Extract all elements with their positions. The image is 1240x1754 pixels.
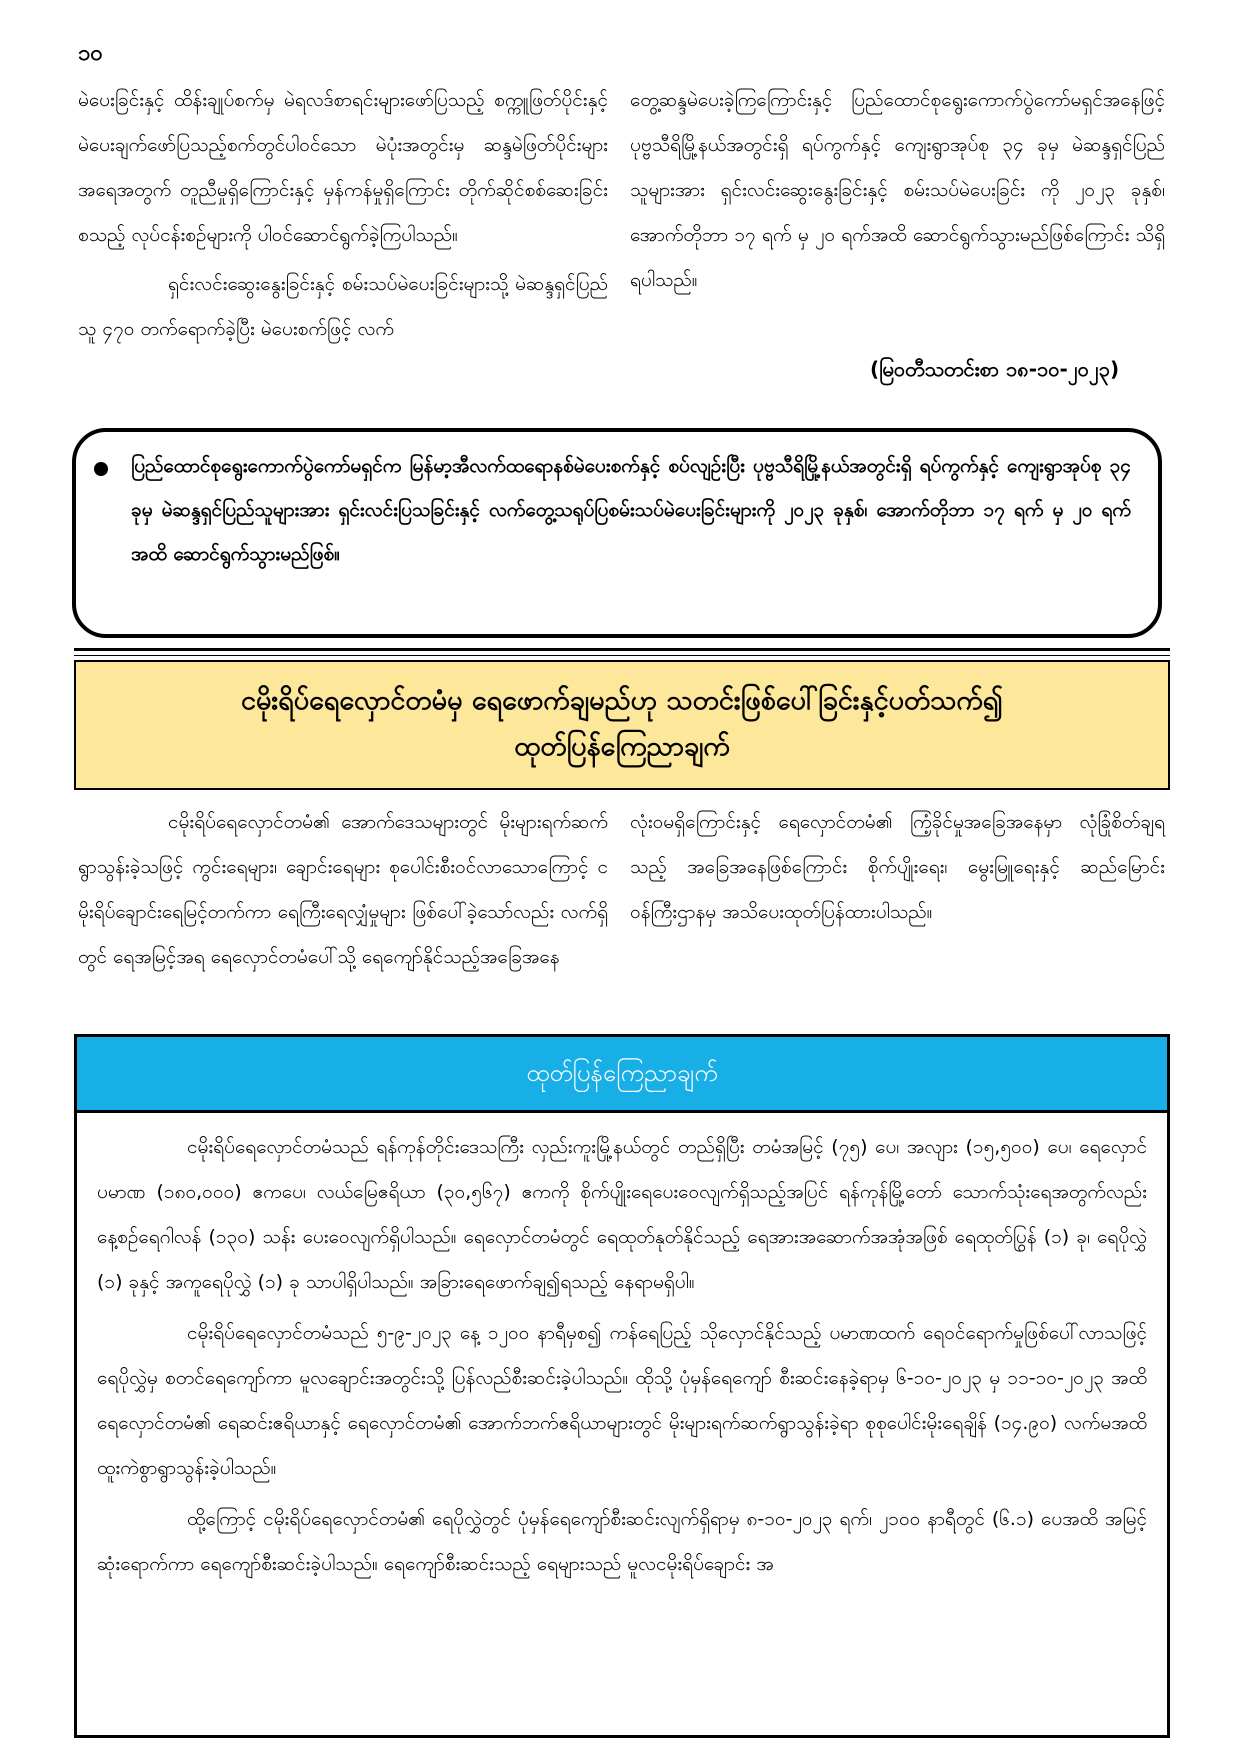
notice-box	[74, 1034, 1170, 1738]
page-number: ၁၀	[78, 41, 103, 66]
notice-header: ထုတ်ပြန်ကြေညာချက်	[77, 1037, 1167, 1113]
article2-title-box	[74, 660, 1170, 790]
bullet-icon	[94, 462, 108, 476]
article1-left-paragraph-1: မဲပေးခြင်းနှင့် ထိန်းချုပ်စက်မှ မဲရလဒ်စာရင်းများဖော်ပြသည့် စက္ကူဖြတ်ပိုင်းနှင့် မဲပေးချက်ဖော်ပြသည့်စက်တွင်ပါဝင်သော မဲပုံးအတွင်းမှ ဆန္ဒမဲဖြတ်ပိုင်းများအရေအတွက် တူညီမှုရှိကြောင်းနှင့် မှန်ကန်မှုရှိကြောင်း တိုက်ဆိုင်စစ်ဆေးခြင်း စသည့် လုပ်ငန်းစဉ်များကို ပါဝင်ဆောင်ရွက်ခဲ့ကြပါသည်။	[78, 89, 608, 246]
divider-thin	[74, 655, 1170, 656]
article1-source: (မြဝတီသတင်းစာ ၁၈-၁၀-၂၀၂၃)	[870, 357, 1120, 381]
article2-title-line-1: ငမိုးရိပ်ရေလှောင်တမံမှ ရေဖောက်ချမည်ဟု သတင်းဖြစ်ပေါ်ခြင်းနှင့်ပတ်သက်၍	[241, 685, 1003, 716]
notice-paragraph-1: ငမိုးရိပ်ရေလှောင်တမံသည် ရန်ကုန်တိုင်းဒေသကြီး လှည်းကူးမြို့နယ်တွင် တည်ရှိပြီး တမံအမြင့် (၇၅) ပေ၊ အလျား (၁၅,၅၀၀) ပေ၊ ရေလှောင်ပမာဏ (၁၈၀,၀၀၀) ဧကပေ၊ လယ်မြေဧရိယာ (၃၀,၅၆၇) ဧကကို စိုက်ပျိုးရေပေးဝေလျက်ရှိသည့်အပြင် ရန်ကုန်မြို့တော် သောက်သုံးရေအတွက်လည်း နေ့စဉ်ရေဂါလန် (၁၃၀) သန်း ပေးဝေလျက်ရှိပါသည်။ ရေလှောင်တမံတွင် ရေထုတ်နုတ်နိုင်သည့် ရေအားအဆောက်အအုံအဖြစ် ရေထုတ်ပြွန် (၁) ခု၊ ရေပိုလွှဲ (၁) ခုနှင့် အကူရေပိုလွှဲ (၁) ခု သာပါရှိပါသည်။ အခြားရေဖောက်ချ၍ရသည့် နေရာမရှိပါ။	[97, 1136, 1147, 1293]
article2-title-line-2: ထုတ်ပြန်ကြေညာချက်	[514, 731, 730, 762]
article2-right-text: လုံးဝမရှိကြောင်းနှင့် ရေလှောင်တမံ၏ ကြံ့ခိုင်မှုအခြေအနေမှာ လုံခြုံစိတ်ချရသည့် အခြေအနေဖြစ်ကြောင်း စိုက်ပျိုးရေး၊ မွေးမြူရေးနှင့် ဆည်မြောင်းဝန်ကြီးဌာနမှ အသိပေးထုတ်ပြန်ထားပါသည်။	[630, 811, 1165, 923]
summary-box	[72, 428, 1162, 638]
article1-left-column	[78, 78, 608, 352]
article2-right-column	[630, 800, 1165, 935]
article2-left-text: ငမိုးရိပ်ရေလှောင်တမံ၏ အောက်ဒေသများတွင် မိုးများရက်ဆက်ရွာသွန်းခဲ့သဖြင့် ကွင်းရေများ၊ ချောင်းရေများ စုပေါင်းစီးဝင်လာသောကြောင့် ငမိုးရိပ်ချောင်းရေမြင့်တက်ကာ ရေကြီးရေလျှံမှုများ ဖြစ်ပေါ်ခဲ့သော်လည်း လက်ရှိတွင် ရေအမြင့်အရ ရေလှောင်တမံပေါ်သို့ ရေကျော်နိုင်သည့်အခြေအနေ	[78, 811, 608, 968]
article2-left-column	[78, 800, 608, 980]
notice-paragraph-3: ထို့ကြောင့် ငမိုးရိပ်ရေလှောင်တမံ၏ ရေပိုလွှဲတွင် ပုံမှန်ရေကျော်စီးဆင်းလျက်ရှိရာမှ ၈-၁၀-၂၀၂၃ ရက်၊ ၂၁၀၀ နာရီတွင် (၆.၁) ပေအထိ အမြင့်ဆုံးရောက်ကာ ရေကျော်စီးဆင်းခဲ့ပါသည်။ ရေကျော်စီးဆင်းသည့် ရေများသည် မူလငမိုးရိပ်ချောင်း အ	[97, 1508, 1147, 1575]
divider-thick	[74, 648, 1170, 651]
notice-body	[97, 1125, 1147, 1593]
article1-left-paragraph-2: ရှင်းလင်းဆွေးနွေးခြင်းနှင့် စမ်းသပ်မဲပေးခြင်းများသို့ မဲဆန္ဒရှင်ပြည်သူ ၄၇၀ တက်ရောက်ခဲ့ပြီး မဲပေးစက်ဖြင့် လက်	[78, 273, 608, 340]
article1-right-column	[630, 78, 1165, 303]
notice-paragraph-2: ငမိုးရိပ်ရေလှောင်တမံသည် ၅-၉-၂၀၂၃ နေ့ ၁၂၀၀ နာရီမှစ၍ ကန်ရေပြည့် သိုလှောင်နိုင်သည့် ပမာဏထက် ရေဝင်ရောက်မှုဖြစ်ပေါ်လာသဖြင့် ရေပိုလွှဲမှ စတင်ရေကျော်ကာ မူလချောင်းအတွင်းသို့ ပြန်လည်စီးဆင်းခဲ့ပါသည်။ ထိုသို့ ပုံမှန်ရေကျော် စီးဆင်းနေခဲ့ရာမှ ၆-၁၀-၂၀၂၃ မှ ၁၁-၁၀-၂၀၂၃ အထိ ရေလှောင်တမံ၏ ရေဆင်းဧရိယာနှင့် ရေလှောင်တမံ၏ အောက်ဘက်ဧရိယာများတွင် မိုးများရက်ဆက်ရွာသွန်းခဲ့ရာ စုစုပေါင်းမိုးရေချိန် (၁၄.၉၀) လက်မအထိ ထူးကဲစွာရွာသွန်းခဲ့ပါသည်။	[97, 1322, 1147, 1479]
summary-text: ပြည်ထောင်စုရွေးကောက်ပွဲကော်မရှင်က မြန်မာ့အီလက်ထရောနစ်မဲပေးစက်နှင့် စပ်လျဉ်းပြီး ပုဗ္ဗသီရိမြို့နယ်အတွင်းရှိ ရပ်ကွက်နှင့် ကျေးရွာအုပ်စု ၃၄ ခုမှ မဲဆန္ဒရှင်ပြည်သူများအား ရှင်းလင်းပြသခြင်းနှင့် လက်တွေ့သရုပ်ပြစမ်းသပ်မဲပေးခြင်းများကို ၂၀၂၃ ခုနှစ်၊ အောက်တိုဘာ ၁၇ ရက် မှ ၂၀ ရက်အထိ ဆောင်ရွက်သွားမည်ဖြစ်။	[131, 455, 1131, 565]
article1-right-paragraph-1: တွေ့ဆန္ဒမဲပေးခဲ့ကြကြောင်းနှင့် ပြည်ထောင်စုရွေးကောက်ပွဲကော်မရှင်အနေဖြင့် ပုဗ္ဗသီရိမြို့နယ်အတွင်းရှိ ရပ်ကွက်နှင့် ကျေးရွာအုပ်စု ၃၄ ခုမှ မဲဆန္ဒရှင်ပြည်သူများအား ရှင်းလင်းဆွေးနွေးခြင်းနှင့် စမ်းသပ်မဲပေးခြင်း ကို ၂၀၂၃ ခုနှစ်၊ အောက်တိုဘာ ၁၇ ရက် မှ ၂၀ ရက်အထိ ဆောင်ရွက်သွားမည်ဖြစ်ကြောင်း သိရှိရပါသည်။	[630, 89, 1165, 291]
